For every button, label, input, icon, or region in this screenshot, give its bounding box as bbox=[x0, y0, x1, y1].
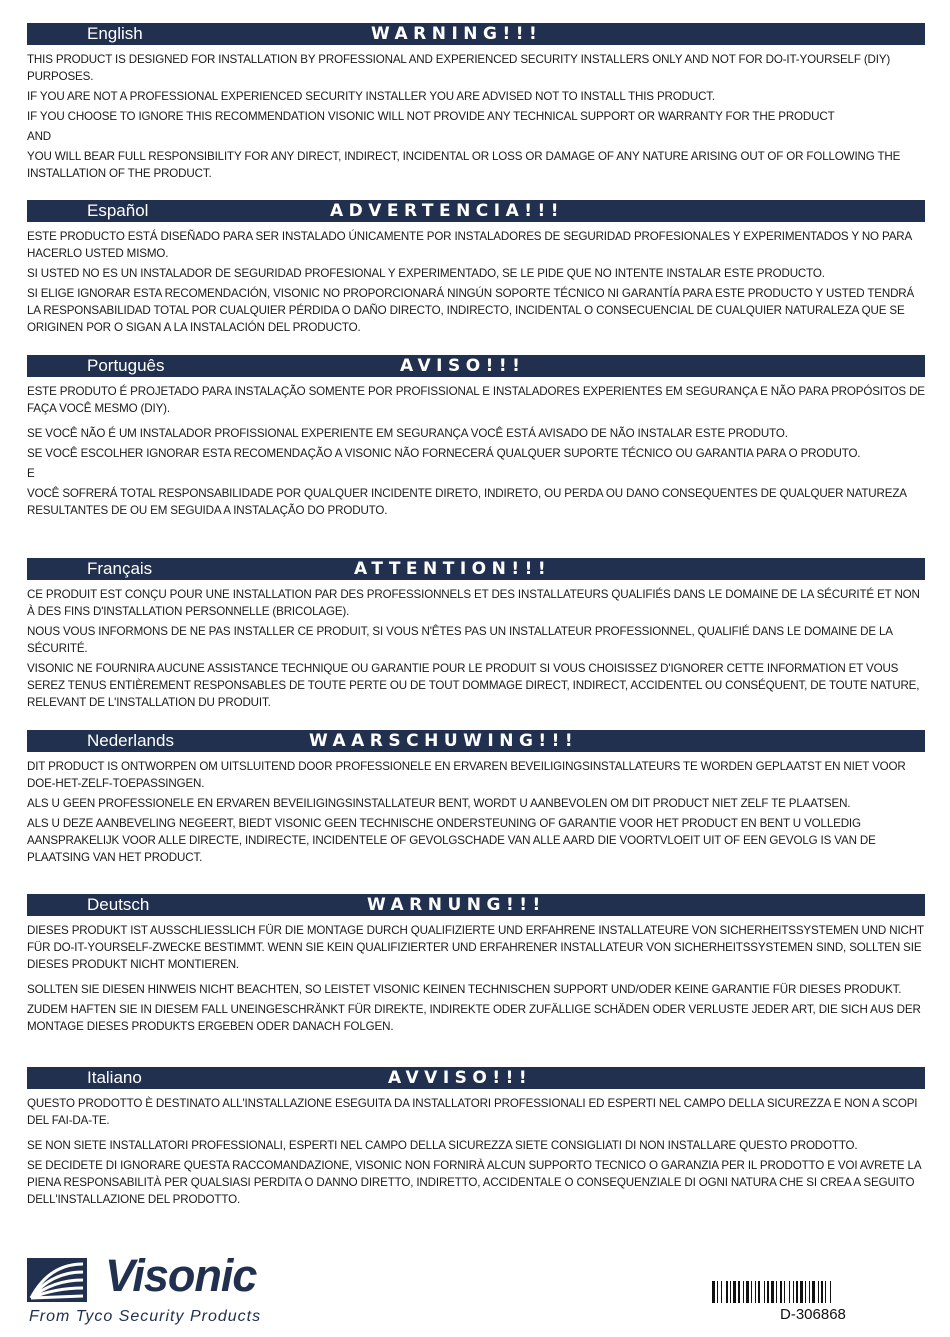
language-label: English bbox=[87, 24, 143, 43]
paragraph: IF YOU CHOOSE TO IGNORE THIS RECOMMENDATION VISONIC WILL NOT PROVIDE ANY TECHNICAL SUPPORT OR WARRANTY FOR THE PRODUCT bbox=[27, 110, 835, 123]
paragraph: VISONIC NE FOURNIRA AUCUNE ASSISTANCE TECHNIQUE OU GARANTIE POUR LE PRODUIT SI VOUS CHOISISSEZ D'IGNORER CETTE INFORMATION ET VOUS SEREZ TENUS ENTIÈREMENT RESPONSABLES DE TOUTE PERTE OU DE TOUT DOMMAGE DIRECT, INDIRECT, ACCIDENTEL OU CONSÉQUENT, DE TOUTE NATURE, RELEVANT DE L'INSTALLATION DU PRODUIT. bbox=[27, 662, 920, 709]
warning-title: ATTENTION!!! bbox=[354, 559, 552, 579]
paragraph: DIESES PRODUKT IST AUSSCHLIESSLICH FÜR DIE MONTAGE DURCH QUALIFIZIERTE UND ERFAHRENE INSTALLATEURE VON SICHERHEITSSYSTEMEN UND NICHT FÜR DO-IT-YOURSELF-ZWECKE BESTIMMT. WENN SIE KEIN QUALIFIZIERTER UND ERFAHRENER INSTALLATEUR VON SICHERHEITSSYSTEMEN SIND, SOLLTEN SIE DIESES PRODUKT NICHT MONTIEREN. bbox=[27, 924, 924, 971]
paragraph: E bbox=[27, 467, 35, 480]
section-body bbox=[27, 383, 925, 519]
document-code: D-306868 bbox=[780, 1306, 846, 1323]
section-header-bar bbox=[27, 894, 925, 916]
paragraph: ESTE PRODUTO É PROJETADO PARA INSTALAÇÃO SOMENTE POR PROFISSIONAL E INSTALADORES EXPERIENTES EM SEGURANÇA E NÃO PARA PROPÓSITOS DE FAÇA VOCÊ MESMO (DIY). bbox=[27, 385, 925, 415]
language-label: Deutsch bbox=[87, 895, 150, 914]
paragraph: ZUDEM HAFTEN SIE IN DIESEM FALL UNEINGESCHRÄNKT FÜR DIREKTE, INDIREKTE ODER ZUFÄLLIGE SCHÄDEN ODER VERLUSTE JEDER ART, DIE SICH AUS DER MONTAGE DIESES PRODUKTS ERGEBEN ODER DANACH FOLGEN. bbox=[27, 1003, 921, 1033]
section-header-bar bbox=[27, 730, 925, 752]
paragraph: SE NON SIETE INSTALLATORI PROFESSIONALI, ESPERTI NEL CAMPO DELLA SICUREZZA SIETE CONSIGLIATI DI NON INSTALLARE QUESTO PRODOTTO. bbox=[27, 1139, 858, 1152]
paragraph: AND bbox=[27, 130, 52, 143]
paragraph: ESTE PRODUCTO ESTÁ DISEÑADO PARA SER INSTALADO ÚNICAMENTE POR INSTALADORES DE SEGURIDAD PROFESIONALES Y EXPERIMENTADOS Y NO PARA HACERLO USTED MISMO. bbox=[27, 230, 912, 260]
section-header-bar bbox=[27, 200, 925, 222]
paragraph: SOLLTEN SIE DIESEN HINWEIS NICHT BEACHTEN, SO LEISTET VISONIC KEINEN TECHNISCHEN SUPPORT UND/ODER KEINE GARANTIE FÜR DIESES PRODUKT. bbox=[27, 983, 902, 996]
section-body bbox=[27, 51, 925, 182]
section-body bbox=[27, 586, 925, 711]
paragraph: NOUS VOUS INFORMONS DE NE PAS INSTALLER CE PRODUIT, SI VOUS N'ÊTES PAS UN INSTALLATEUR PROFESSIONNEL, QUALIFIÉ DANS LE DOMAINE DE LA SÉCURITÉ. bbox=[27, 625, 893, 655]
paragraph: SE DECIDETE DI IGNORARE QUESTA RACCOMANDAZIONE, VISONIC NON FORNIRÀ ALCUN SUPPORTO TECNICO O GARANZIA PER IL PRODOTTO E VOI AVRETE LA PIENA RESPONSABILITÀ PER QUALSIASI PERDITA O DANNO DIRETTO, INDIRETTO, ACCIDENTALE O CONSEQUENZIALE DI OGNI NATURA CHE SI CREA A SEGUITO DELL'INSTALLAZIONE DEL PRODOTTO. bbox=[27, 1159, 921, 1206]
barcode-icon bbox=[712, 1281, 926, 1303]
warning-title: ADVERTENCIA!!! bbox=[330, 201, 565, 221]
section-english bbox=[27, 23, 925, 185]
paragraph: ALS U DEZE AANBEVELING NEGEERT, BIEDT VISONIC GEEN TECHNISCHE ONDERSTEUNING OF GARANTIE VOOR HET PRODUCT EN BENT U VOLLEDIG AANSPRAKELIJK VOOR ALLE DIRECTE, INDIRECTE, INCIDENTELE OF GEVOLGSCHADE VAN ALLE AARD DIE VOORTVLOEIT UIT OF EEN GEVOLG IS VAN DE PLAATSING VAN HET PRODUCT. bbox=[27, 817, 876, 864]
warning-title: WARNUNG!!! bbox=[367, 895, 546, 915]
language-label: Português bbox=[87, 356, 165, 375]
paragraph: ALS U GEEN PROFESSIONELE EN ERVAREN BEVEILIGINGSINSTALLATEUR BENT, WORDT U AANBEVOLEN OM DIT PRODUCT NIET ZELF TE PLAATSEN. bbox=[27, 797, 851, 810]
section-header-bar bbox=[27, 355, 925, 377]
paragraph: SE VOCÊ ESCOLHER IGNORAR ESTA RECOMENDAÇÃO A VISONIC NÃO FORNECERÁ QUALQUER SUPORTE TÉCNICO OU GARANTIA PARA O PRODUTO. bbox=[27, 447, 861, 460]
warning-title: AVISO!!! bbox=[400, 356, 526, 376]
paragraph: SE VOCÊ NÃO É UM INSTALADOR PROFISSIONAL EXPERIENTE EM SEGURANÇA VOCÊ ESTÁ AVISADO DE NÃO INSTALAR ESTE PRODUTO. bbox=[27, 427, 788, 440]
language-label: Italiano bbox=[87, 1068, 142, 1087]
brand-tagline: From Tyco Security Products bbox=[29, 1308, 262, 1325]
section-body bbox=[27, 758, 925, 866]
language-label: Français bbox=[87, 559, 153, 578]
paragraph: QUESTO PRODOTTO È DESTINATO ALL'INSTALLAZIONE ESEGUITA DA INSTALLATORI PROFESSIONALI ED ESPERTI NEL CAMPO DELLA SICUREZZA E NON A SCOPI DEL FAI-DA-TE. bbox=[27, 1097, 918, 1127]
paragraph: VOCÊ SOFRERÁ TOTAL RESPONSABILIDADE POR QUALQUER INCIDENTE DIRETO, INDIRETO, OU PERDA OU DANO CONSEQUENTES DE QUALQUER NATUREZA RESULTANTES DE OU EM SEGUIDA A INSTALAÇÃO DO PRODUTO. bbox=[27, 487, 907, 517]
warning-title: AVVISO!!! bbox=[388, 1068, 533, 1088]
section-header-bar bbox=[27, 23, 925, 45]
paragraph: SI USTED NO ES UN INSTALADOR DE SEGURIDAD PROFESIONAL Y EXPERIMENTADO, SE LE PIDE QUE NO INTENTE INSTALAR ESTE PRODUCTO. bbox=[27, 267, 825, 280]
paragraph: SI ELIGE IGNORAR ESTA RECOMENDACIÓN, VISONIC NO PROPORCIONARÁ NINGÚN SOPORTE TÉCNICO NI GARANTÍA PARA ESTE PRODUCTO Y USTED TENDRÁ LA RESPONSABILIDAD TOTAL POR CUALQUIER PÉRDIDA O DAÑO DIRECTO, INDIRECTO, INCIDENTAL O CONSECUENCIAL DE CUALQUIER NATURALEZA QUE SE ORIGINEN POR O SIGAN A LA INSTALACIÓN DEL PRODUCTO. bbox=[27, 287, 915, 334]
paragraph: YOU WILL BEAR FULL RESPONSIBILITY FOR ANY DIRECT, INDIRECT, INCIDENTAL OR LOSS OR DAMAGE OF ANY NATURE ARISING OUT OF OR FOLLOWING THE INSTALLATION OF THE PRODUCT. bbox=[27, 150, 901, 180]
visonic-wave-logo-icon bbox=[27, 1258, 87, 1302]
language-label: Nederlands bbox=[87, 731, 174, 750]
section-header-bar bbox=[27, 558, 925, 580]
brand-name: Visonic bbox=[105, 1250, 257, 1301]
section-portugues bbox=[27, 355, 925, 522]
warning-title: WARNING!!! bbox=[371, 24, 543, 44]
warning-title: WAARSCHUWING!!! bbox=[309, 731, 579, 751]
section-body bbox=[27, 1095, 925, 1208]
paragraph: CE PRODUIT EST CONÇU POUR UNE INSTALLATION PAR DES PROFESSIONNELS ET DES INSTALLATEURS QUALIFIÉS DANS LE DOMAINE DE LA SÉCURITÉ ET NON À DES FINS D'INSTALLATION PERSONNELLE (BRICOLAGE). bbox=[27, 588, 920, 618]
section-header-bar bbox=[27, 1067, 925, 1089]
section-body bbox=[27, 228, 925, 336]
section-body bbox=[27, 922, 925, 1035]
section-francais bbox=[27, 558, 925, 714]
paragraph: DIT PRODUCT IS ONTWORPEN OM UITSLUITEND DOOR PROFESSIONELE EN ERVAREN BEVEILIGINGSINSTALLATEURS TE WORDEN GEPLAATST EN NIET VOOR DOE-HET-ZELF-TOEPASSINGEN. bbox=[27, 760, 906, 790]
paragraph: IF YOU ARE NOT A PROFESSIONAL EXPERIENCED SECURITY INSTALLER YOU ARE ADVISED NOT TO INSTALL THIS PRODUCT. bbox=[27, 90, 716, 103]
section-nederlands bbox=[27, 730, 925, 869]
section-italiano bbox=[27, 1067, 925, 1211]
paragraph: THIS PRODUCT IS DESIGNED FOR INSTALLATION BY PROFESSIONAL AND EXPERIENCED SECURITY INSTALLERS ONLY AND NOT FOR DO-IT-YOURSELF (DIY) PURPOSES. bbox=[27, 53, 891, 83]
visonic-logo bbox=[27, 1252, 287, 1332]
language-label: Español bbox=[87, 201, 149, 220]
section-espanol bbox=[27, 200, 925, 339]
section-deutsch bbox=[27, 894, 925, 1038]
